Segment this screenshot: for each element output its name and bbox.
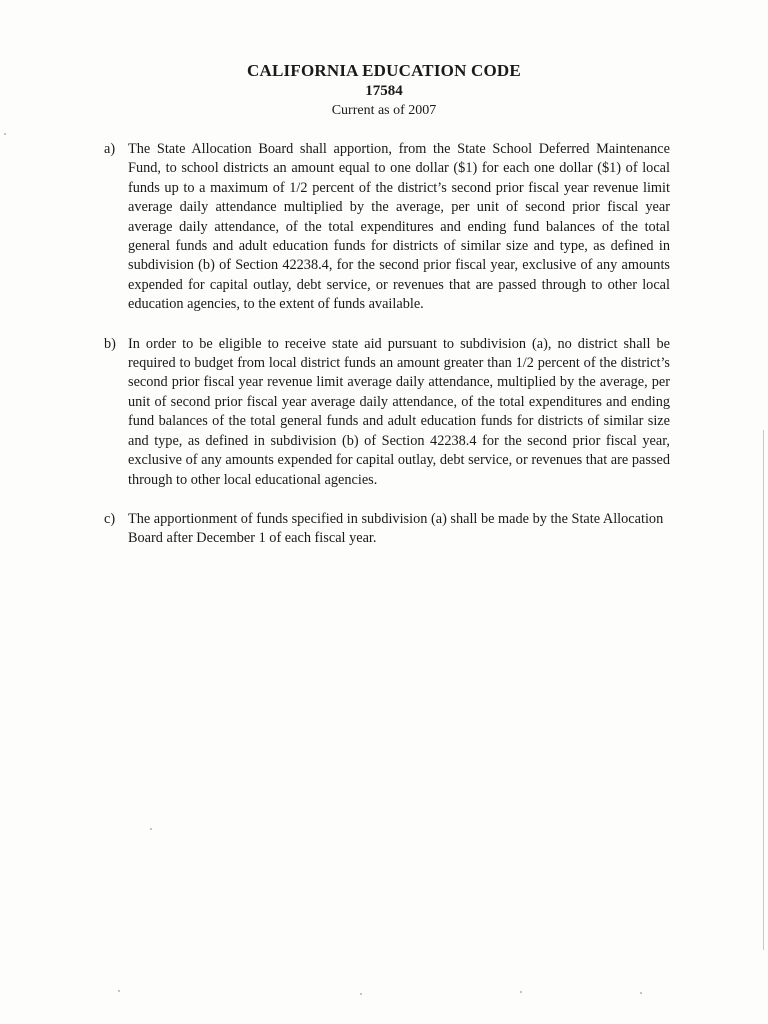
scan-speck	[640, 992, 642, 994]
document-title: CALIFORNIA EDUCATION CODE	[247, 61, 521, 80]
paragraph-a	[104, 140, 670, 315]
scan-speck	[118, 990, 120, 992]
document-header	[0, 60, 768, 120]
scan-speck	[150, 828, 152, 830]
scan-edge-line	[763, 430, 764, 950]
paragraph-text: The State Allocation Board shall apportion, from the State School Deferred Maintenance Fund, to school districts an amount equal to one dollar ($1) for each one dollar ($1) of local funds up to a maximum of 1/2 percent of the district’s second prior fiscal year revenue limit average daily attendance multiplied by the average, per unit of second prior fiscal year average daily attendance, of the total expenditures and ending fund balances of the total general funds and adult education funds for districts of similar size and type, as defined in subdivision (b) of Section 42238.4, for the second prior fiscal year, exclusive of any amounts expended for capital outlay, debt service, or revenues that are passed through to other local education agencies, to the extent of funds available.	[128, 141, 670, 313]
paragraph-text: In order to be eligible to receive state aid pursuant to subdivision (a), no district shall be required to budget from local district funds an amount greater than 1/2 percent of the district’s second prior fiscal year revenue limit average daily attendance, multiplied by the average, per unit of second prior fiscal year average daily attendance, of the total expenditures and ending fund balances of the total general funds and adult education funds for districts of similar size and type, as defined in subdivision (b) of Section 42238.4 for the second prior fiscal year, exclusive of any amounts expended for capital outlay, debt service, or revenues that are passed through to other local educational agencies.	[128, 335, 670, 488]
paragraph-marker: b)	[104, 335, 116, 352]
section-number: 17584	[365, 83, 403, 99]
paragraph-marker: a)	[104, 141, 116, 157]
scan-speck	[360, 993, 362, 995]
scan-speck	[520, 991, 522, 993]
document-body	[104, 140, 670, 569]
paragraph-marker: c)	[104, 510, 116, 527]
current-as-of: Current as of 2007	[331, 103, 437, 118]
paragraph-text: The apportionment of funds specified in subdivision (a) shall be made by the State Allocation Board after December 1 of each fiscal year.	[128, 510, 664, 547]
scan-speck	[4, 133, 6, 135]
paragraph-b	[104, 335, 670, 490]
paragraph-c	[104, 510, 670, 549]
